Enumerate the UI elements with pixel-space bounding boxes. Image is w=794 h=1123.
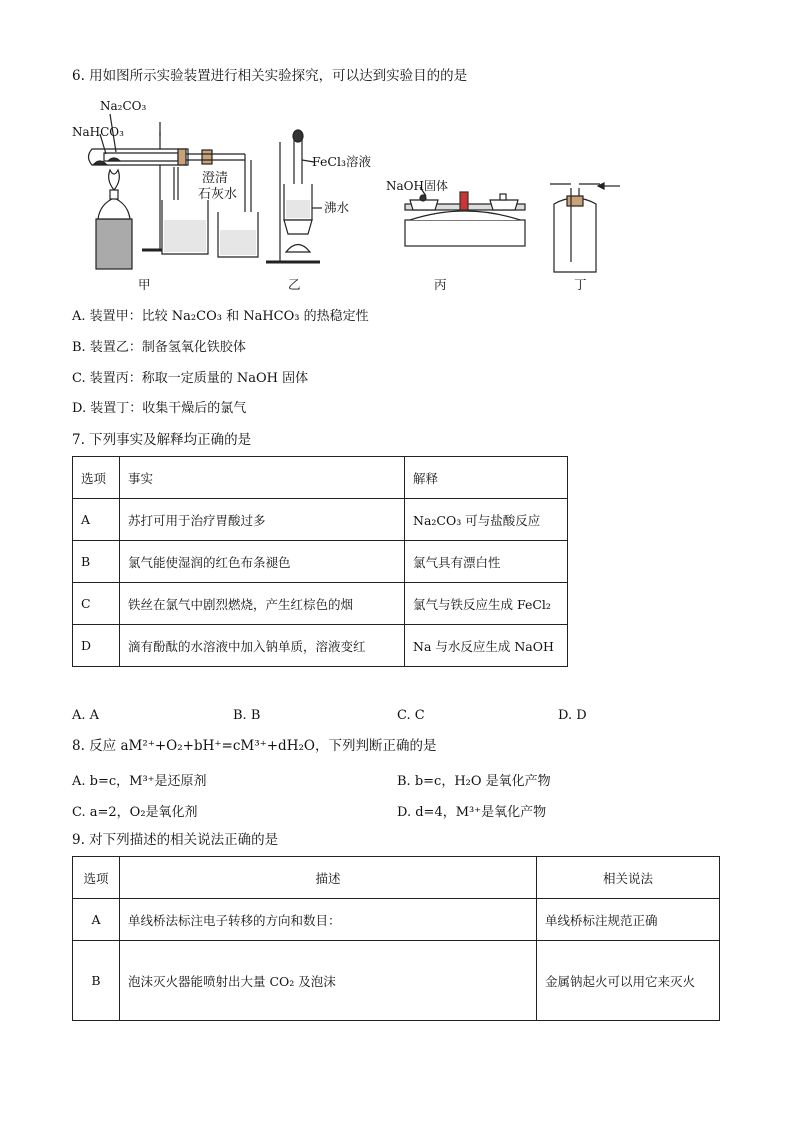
table-cell: 苏打可用于治疗胃酸过多 [120,499,405,541]
header-cell: 描述 [120,857,537,899]
q7-option-a: A. A [72,708,100,723]
q7-table [72,456,568,667]
table-header-row [73,457,568,499]
table-cell: 氯气与铁反应生成 FeCl₂ [405,583,568,625]
table-cell: 金属钠起火可以用它来灭火 [537,941,720,1021]
q6-option-c: C. 装置丙：称取一定质量的 NaOH 固体 [72,371,309,386]
label-nahco3: NaHCO₃ [72,125,124,139]
q6-option-a: A. 装置甲：比较 Na₂CO₃ 和 NaHCO₃ 的热稳定性 [72,309,369,324]
label-feishui: 沸水 [324,200,350,215]
header-cell: 相关说法 [537,857,720,899]
table-cell: 泡沫灭火器能喷射出大量 CO₂ 及泡沫 [120,941,537,1021]
header-cell: 选项 [73,857,120,899]
header-cell: 事实 [120,457,405,499]
q7-option-b: B. B [233,708,261,723]
q8-option-d: D. d=4，M³⁺是氧化产物 [397,805,547,820]
caption-bing: 丙 [434,277,447,292]
table-cell: 铁丝在氯气中剧烈燃烧，产生红棕色的烟 [120,583,405,625]
table-row [73,941,720,1021]
label-na2co3: Na₂CO₃ [100,99,147,113]
q6-option-b: B. 装置乙：制备氢氧化铁胶体 [72,340,246,355]
q8-stem: 8. 反应 aM²⁺+O₂+bH⁺=cM³⁺+dH₂O，下列判断正确的是 [72,738,437,754]
table-cell: B [73,541,120,583]
table-row [73,625,568,667]
q8-option-a: A. b=c，M³⁺是还原剂 [72,774,207,789]
table-cell: C [73,583,120,625]
label-shihuishui: 石灰水 [198,187,238,202]
table-cell: Na 与水反应生成 NaOH [405,625,568,667]
table-cell: Na₂CO₃ 可与盐酸反应 [405,499,568,541]
table-cell: A [73,499,120,541]
lamp-flame [109,170,120,190]
table-cell: A [73,899,120,941]
dropper [294,136,302,186]
q7-option-c: C. C [397,708,425,723]
table-cell: B [73,941,120,1021]
table-cell: 氯气具有漂白性 [405,541,568,583]
table-row [73,899,720,941]
q6-option-d: D. 装置丁：收集干燥后的氯气 [72,401,247,416]
table-cell: D [73,625,120,667]
alcohol-lamp [98,198,130,219]
table-row [73,541,568,583]
header-cell: 解释 [405,457,568,499]
table-cell: 单线桥法标注电子转移的方向和数目： [120,899,537,941]
q7-stem: 7. 下列事实及解释均正确的是 [72,432,252,448]
caption-jia: 甲 [138,277,151,292]
caption-ding: 丁 [574,277,587,292]
q6-apparatus-figure [70,92,710,292]
table-cell: 氯气能使湿润的红色布条褪色 [120,541,405,583]
label-chengqing: 澄清 [202,171,229,186]
q6-stem: 6. 用如图所示实验装置进行相关实验探究，可以达到实验目的的是 [72,68,468,84]
q9-stem: 9. 对下列描述的相关说法正确的是 [72,832,279,848]
caption-yi: 乙 [288,277,301,292]
balance-base [405,220,525,246]
table-header-row [73,857,720,899]
label-naoh-solid: NaOH固体 [386,179,448,193]
table-cell: 单线桥标注规范正确 [537,899,720,941]
q8-option-b: B. b=c，H₂O 是氧化产物 [397,774,551,789]
table-cell: 滴有酚酞的水溶液中加入钠单质，溶液变红 [120,625,405,667]
q8-option-c: C. a=2，O₂是氧化剂 [72,805,198,820]
table-row [73,499,568,541]
table-row [73,583,568,625]
q9-table [72,856,720,1021]
wooden-block [96,219,132,269]
header-cell: 选项 [73,457,120,499]
label-fecl3: FeCl₃溶液 [312,154,371,169]
q7-option-d: D. D [558,708,587,723]
gas-bottle [554,198,596,272]
